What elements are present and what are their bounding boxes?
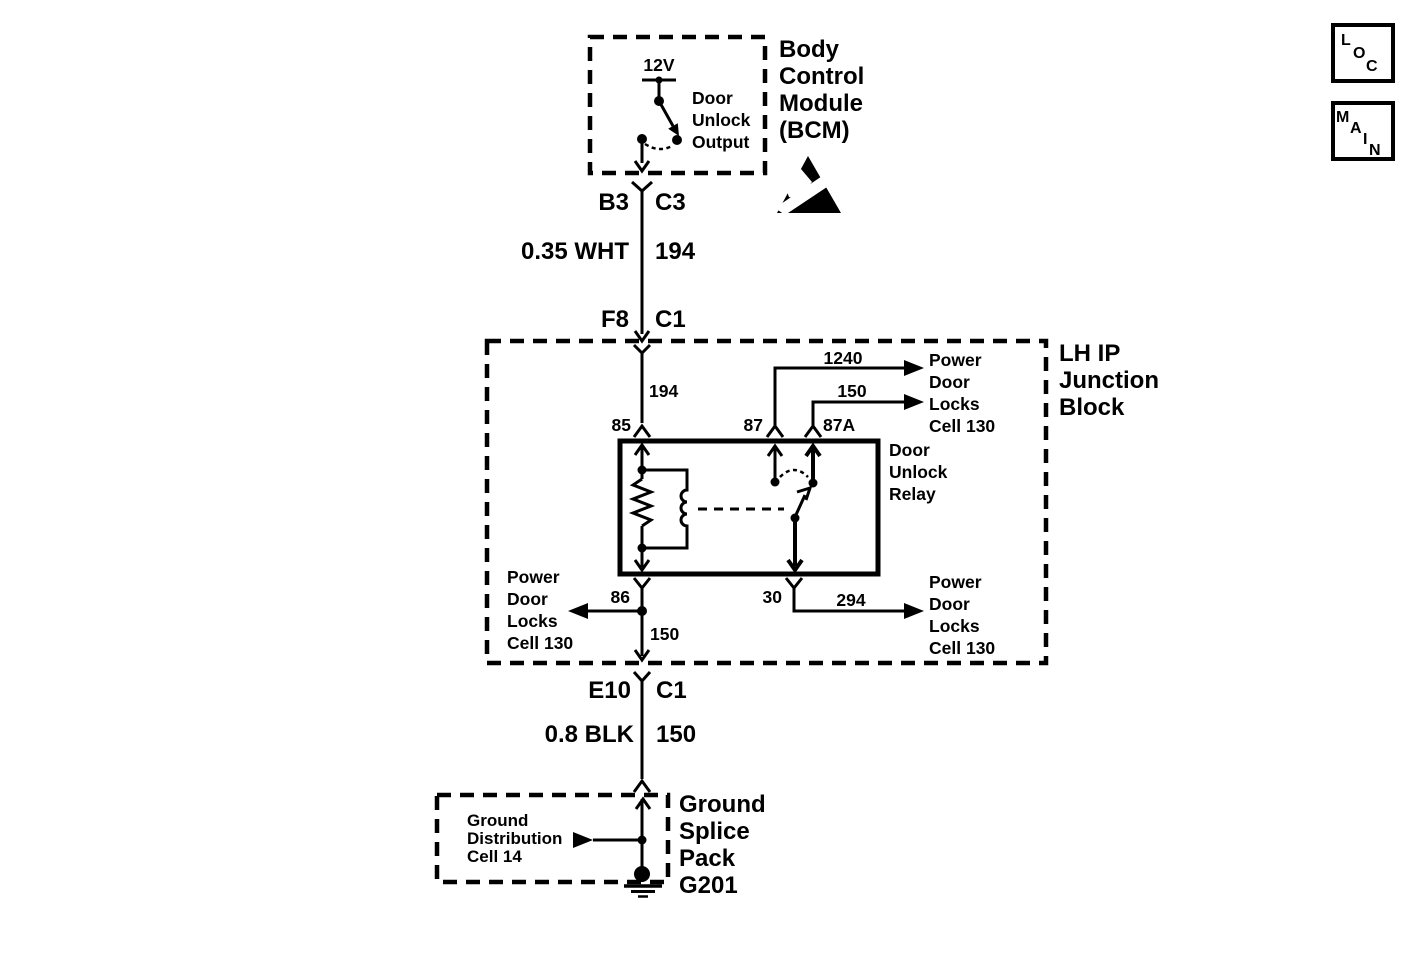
pin-b3-label: B3 (598, 189, 629, 216)
ground-distribution-reference (467, 811, 562, 866)
svg-text:Door: Door (929, 594, 970, 614)
bcm-supply-label: 12V (643, 55, 675, 75)
svg-text:Cell 130: Cell 130 (507, 633, 574, 653)
svg-text:Control: Control (779, 63, 865, 90)
svg-text:Door: Door (929, 372, 970, 392)
main-letter-n: N (1369, 142, 1381, 159)
right-arrow-icon (904, 603, 924, 619)
svg-text:Power: Power (507, 567, 560, 587)
svg-text:Door: Door (889, 440, 930, 460)
pdl-reference-top (929, 350, 995, 436)
relay-title (889, 440, 948, 504)
main-letter-i: I (1363, 131, 1368, 148)
wire-color-label: 0.35 WHT (520, 238, 629, 265)
loc-button[interactable] (1333, 25, 1393, 81)
ground-splice-title (679, 791, 766, 899)
svg-text:Pack: Pack (679, 845, 736, 872)
connector-e10-c1 (588, 672, 686, 704)
main-letter-m: M (1336, 109, 1350, 126)
loc-letter-c: C (1366, 58, 1378, 75)
svg-text:Locks: Locks (929, 394, 980, 414)
svg-text:Body: Body (779, 36, 839, 63)
circuit-150-label: 150 (837, 381, 867, 401)
conn-c1b-label: C1 (656, 677, 687, 704)
svg-text:Relay: Relay (889, 484, 936, 504)
wire-bcm-to-jb (521, 215, 696, 341)
svg-text:(BCM): (BCM) (779, 117, 850, 144)
main-letter-a: A (1350, 120, 1362, 137)
jb-input-wire (612, 345, 679, 437)
svg-text:Locks: Locks (929, 616, 980, 636)
inline-connector-icon (634, 672, 650, 681)
circuit-150-bottom-label: 150 (650, 624, 680, 644)
pin86-branch (568, 578, 679, 660)
svg-text:G201: G201 (679, 872, 738, 899)
pin-e10-label: E10 (588, 677, 631, 704)
terminal-icon (634, 345, 650, 353)
door-unlock-relay (620, 415, 878, 574)
relay-pin-86-label: 86 (610, 587, 630, 607)
bcm-module-box (590, 37, 765, 173)
pin87-terminal-icon (767, 426, 783, 437)
svg-text:Module: Module (779, 90, 863, 117)
ref-arrow-icon (573, 832, 593, 848)
bcm-output-label (692, 88, 751, 152)
svg-text:Splice: Splice (679, 818, 750, 845)
loc-letter-l: L (1341, 32, 1351, 49)
relay-switch-icon (698, 446, 820, 570)
relay-pin-87-label: 87 (743, 415, 763, 435)
right-arrow-icon (904, 360, 924, 376)
svg-text:Junction: Junction (1059, 367, 1159, 394)
svg-text:Output: Output (692, 132, 750, 152)
pin30-branch (763, 578, 924, 619)
svg-text:Cell 14: Cell 14 (467, 847, 522, 866)
svg-text:Ground: Ground (467, 811, 529, 830)
svg-text:Locks: Locks (507, 611, 558, 631)
wire-circuit-label: 194 (655, 238, 696, 265)
bcm-dashed-border (590, 37, 765, 173)
svg-text:Cell 130: Cell 130 (929, 638, 996, 658)
loc-letter-o: O (1353, 45, 1366, 62)
wire-circuit-label: 150 (656, 721, 697, 748)
jb-circuit-194-label: 194 (649, 381, 679, 401)
svg-text:Power: Power (929, 350, 982, 370)
svg-text:Cell 130: Cell 130 (929, 416, 996, 436)
svg-text:Unlock: Unlock (889, 462, 948, 482)
pin86-terminal-icon (634, 578, 650, 588)
pin-f8-label: F8 (600, 306, 629, 333)
wire-jb-to-ground (545, 704, 696, 792)
junction-block-title (1059, 340, 1159, 421)
pdl-reference-left (507, 567, 573, 653)
right-arrow-icon (904, 394, 924, 410)
bcm-switch-icon (635, 77, 682, 172)
relay-pin-87a-label: 87A (823, 415, 856, 435)
circuit-294-label: 294 (836, 590, 866, 610)
main-button[interactable] (1333, 103, 1393, 159)
svg-text:Door: Door (507, 589, 548, 609)
left-arrow-icon (568, 603, 588, 619)
pin85-terminal-icon (634, 426, 650, 437)
svg-text:Ground: Ground (679, 791, 766, 818)
relay-pin-30-label: 30 (762, 587, 782, 607)
bcm-title (779, 36, 864, 144)
terminal-icon (634, 781, 650, 792)
relay-pin-85-label: 85 (611, 415, 631, 435)
pdl-reference-right (929, 572, 995, 658)
svg-text:Block: Block (1059, 394, 1125, 421)
conn-c3-label: C3 (655, 189, 686, 216)
ground-splice-box (437, 795, 668, 897)
circuit-1240-label: 1240 (823, 348, 863, 368)
pin30-terminal-icon (786, 578, 802, 588)
svg-text:Door: Door (692, 88, 733, 108)
relay-coil-resistor-icon (633, 445, 687, 570)
conn-c1-label: C1 (655, 306, 686, 333)
connector-b3-c3 (598, 182, 685, 216)
svg-text:Distribution: Distribution (467, 829, 563, 848)
svg-text:Unlock: Unlock (692, 110, 751, 130)
svg-text:Power: Power (929, 572, 982, 592)
esd-sensitive-icon (775, 156, 841, 215)
svg-text:LH IP: LH IP (1059, 340, 1121, 367)
pin87a-terminal-icon (805, 426, 821, 437)
wire-color-label: 0.8 BLK (544, 721, 634, 748)
inline-connector-icon (632, 182, 652, 191)
